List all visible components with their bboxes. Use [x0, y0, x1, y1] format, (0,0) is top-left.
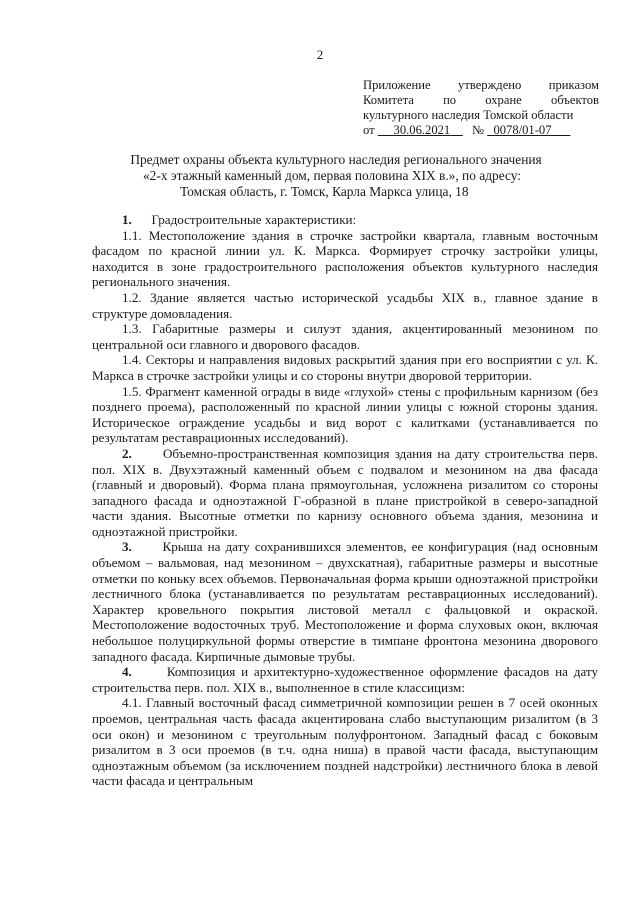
approval-word: утверждено [458, 78, 522, 92]
approval-word: по [443, 93, 457, 107]
document-title [92, 152, 612, 200]
section-text: Крыша на дату сохранившихся элементов, ее конфигурация (над основным объемом – вальмовая, над мезонином – двухскатная), габаритные размеры и высотные отметки по коньку всех объемов. Первоначальная форма крыши одноэтажной пристройки лестничного блока (устанавливается по результатам реставрационных исследований). Характер кровельного покрытия листовой металл с фальцовкой и окраской. Местоположение водосточных труб. Местоположение и форма слуховых окон, включая небольшое полуциркульной формы отверстие в тимпане фронтона мезонина дворового западного фасада. Кирпичные дымовые трубы. [92, 539, 599, 664]
approval-word: охране [485, 93, 522, 107]
section-number: 4. [122, 664, 132, 680]
approval-word: объектов [550, 93, 599, 107]
paragraph-4-1: 4.1. Главный восточный фасад симметричной композиции решен в 7 осей оконных проемов, центральная часть фасада акцентирована слабо выступающим ризалитом (в 3 оси окон) и мезонином с треугольным полуфронтоном. Западный фасад с боковым ризалитом в 3 оси проемов (в т.ч. одна ниша) в правой части фасада, выступающим одноэтажным объемом (за исключением поздней надстройки) лестничного блока в левой части фасада и центральным [92, 695, 598, 789]
section-3 [92, 539, 598, 664]
approval-from: от [363, 123, 375, 137]
approval-line-3: культурного наследия Томской области [363, 108, 574, 122]
approval-number-value: 0078/01-07 [493, 123, 552, 137]
section-text: Композиция и архитектурно-художественное оформление фасадов на дату строительства перв. пол. XIX в., выполненное в стиле классицизм: [92, 664, 599, 695]
section-2 [92, 446, 598, 540]
approval-word: Комитета [363, 93, 414, 107]
approval-no-sign: № [471, 123, 484, 137]
section-4 [92, 664, 598, 695]
section-text: Объемно-пространственная композиция здания на дату строительства перв. пол. XIX в. Двухэтажный каменный объем с подвалом и мезонином на два фасада (главный и дворовый). Форма плана прямоугольная, усложнена ризалитом со стороны западного фасада и одноэтажной Г-образной в плане пристройкой в северо-западной части здания. Высотные отметки по карнизу основного объема здания, мезонина и одноэтажной пристройки. [92, 445, 598, 539]
section-number: 3. [122, 539, 132, 555]
approval-line-1 [363, 78, 599, 93]
document-body [92, 212, 598, 789]
title-line-2: «2-х этажный каменный дом, первая половина XIX в.», по адресу: [142, 168, 522, 183]
paragraph-1-2: 1.2. Здание является частью исторической усадьбы XIX в., главное здание в структуре домовладения. [92, 289, 598, 321]
approval-date [378, 123, 463, 137]
section-number: 1. [122, 212, 132, 227]
approval-word: приказом [548, 78, 599, 92]
title-line-3: Томская область, г. Томск, Карла Маркса улица, 18 [180, 184, 469, 199]
approval-word: Приложение [363, 78, 431, 92]
approval-block [363, 78, 599, 138]
paragraph-1-1: 1.1. Местоположение здания в строчке застройки квартала, главным восточным фасадом по красной линии ул. К. Маркса. Формирует строчку застройки улицы, находится в зоне градостроительного расположения объектов культурного наследия регионального значения. [92, 227, 598, 290]
section-1-heading [92, 212, 598, 228]
paragraph-1-3: 1.3. Габаритные размеры и силуэт здания, акцентированный мезонином по центральной оси главного и дворового фасадов. [92, 321, 598, 352]
section-heading-text: Градостроительные характеристики: [151, 212, 357, 227]
paragraph-1-5: 1.5. Фрагмент каменной ограды в виде «глухой» стены с профильным карнизом (без позднего проема), расположенный по красной линии улицы с южной стороны здания. Историческое ограждение усадьбы и вид ворот с калитками (устанавливается по результатам реставрационных исследований). [92, 383, 598, 446]
section-number: 2. [122, 445, 132, 461]
approval-line-2 [363, 93, 599, 108]
title-line-1: Предмет охраны объекта культурного наследия регионального значения [130, 152, 542, 167]
approval-line-4 [363, 123, 599, 138]
paragraph-1-4: 1.4. Секторы и направления видовых раскрытий здания при его восприятии с ул. К. Маркса в строчке застройки улицы и со стороны внутри дворовой территории. [92, 352, 598, 383]
approval-number [487, 123, 570, 137]
approval-date-value: 30.06.2021 [393, 123, 451, 137]
page-number: 2 [316, 47, 324, 62]
